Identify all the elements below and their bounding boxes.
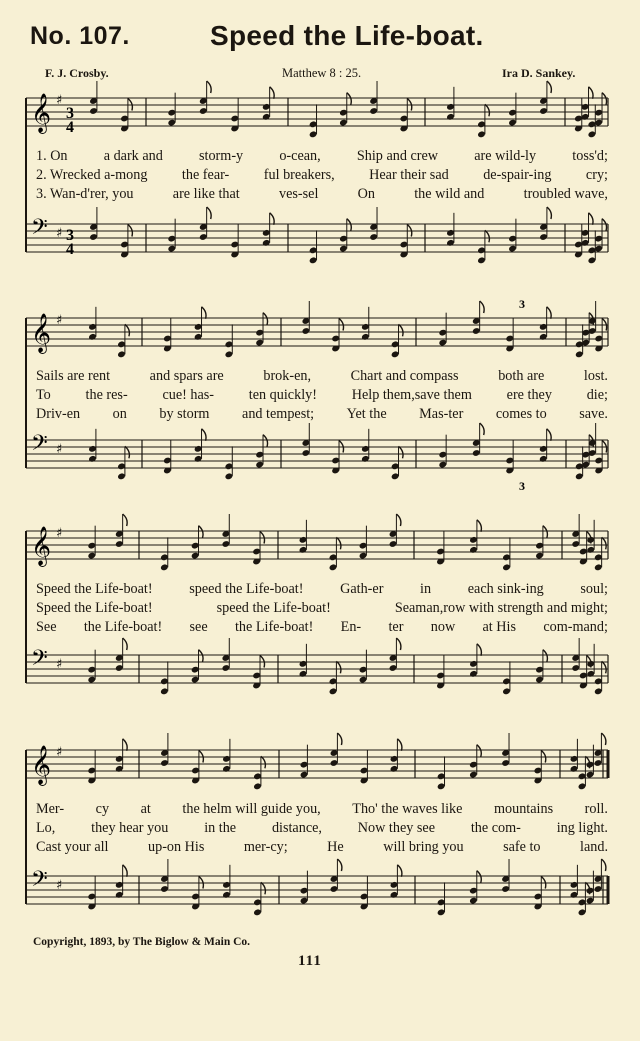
lyric-fragment: Hear their sad bbox=[369, 167, 449, 183]
lyric-fragment: On bbox=[357, 186, 375, 202]
lyric-fragment: de-spair-ing bbox=[483, 167, 552, 183]
note-flag bbox=[399, 446, 404, 458]
time-signature-bottom: 4 bbox=[66, 119, 74, 136]
note-flag bbox=[397, 739, 402, 751]
note-flag bbox=[543, 650, 548, 662]
lyric-fragment: See bbox=[36, 619, 57, 635]
sharp-icon: ♯ bbox=[56, 657, 63, 672]
notes bbox=[87, 81, 606, 916]
note-flag bbox=[543, 526, 548, 538]
lyric-fragment: cry; bbox=[585, 167, 608, 183]
lyric-fragment: in bbox=[420, 581, 432, 597]
treble-clef-icon: 𝄞 bbox=[31, 93, 52, 133]
lyric-fragment: Mer- bbox=[36, 801, 65, 817]
lyric-fragment: land. bbox=[580, 839, 608, 855]
note-flag bbox=[202, 307, 207, 319]
lyric-fragment: Now they see bbox=[357, 820, 436, 836]
sharp-icon: ♯ bbox=[56, 226, 63, 241]
note-flag bbox=[263, 435, 268, 447]
lyric-fragment: on bbox=[112, 406, 127, 422]
lyric-line bbox=[36, 166, 608, 185]
lyric-fragment: will bring you bbox=[383, 839, 464, 855]
note-flag bbox=[589, 213, 594, 225]
lyric-fragment: safe to bbox=[503, 839, 541, 855]
lyric-fragment: comes to bbox=[495, 406, 547, 422]
lyric-fragment: To bbox=[36, 387, 51, 403]
lyric-line bbox=[36, 800, 608, 819]
lyric-fragment: Speed the Life-boat! bbox=[36, 600, 153, 616]
note-flag bbox=[602, 219, 607, 231]
lyric-fragment: mountains bbox=[493, 801, 554, 817]
note-flag bbox=[347, 93, 352, 105]
lyric-line bbox=[36, 618, 608, 637]
lyric-line bbox=[36, 405, 608, 424]
note-flag bbox=[270, 213, 275, 225]
lyric-line bbox=[36, 147, 608, 166]
note-flag bbox=[547, 429, 552, 441]
scripture-reference: Matthew 8 : 25. bbox=[282, 66, 362, 80]
lyric-fragment: ves-sel bbox=[278, 186, 319, 202]
sharp-icon: ♯ bbox=[56, 526, 63, 541]
lyric-fragment: speed the Life-boat! bbox=[216, 600, 331, 616]
lyric-fragment: the Life-boat! bbox=[83, 619, 163, 635]
note-flag bbox=[123, 514, 127, 526]
lyric-fragment: He bbox=[327, 839, 344, 855]
note-flag bbox=[123, 865, 127, 877]
lyric-fragment: storm-y bbox=[199, 148, 244, 164]
note-flag bbox=[601, 733, 606, 745]
lyric-fragment: soul; bbox=[580, 581, 608, 597]
lyric-line bbox=[36, 386, 608, 405]
lyric-fragment: Driv-en bbox=[36, 406, 81, 422]
note-flag bbox=[336, 661, 341, 673]
note-flag bbox=[270, 87, 275, 99]
lyrics-system-2 bbox=[36, 367, 608, 424]
lyric-fragment: ing light. bbox=[556, 820, 608, 836]
triplet-mark: 3 bbox=[519, 479, 525, 493]
lyric-fragment: the wild and bbox=[414, 186, 485, 202]
lyric-fragment: cue! has- bbox=[162, 387, 215, 403]
lyric-fragment: Sails are rent bbox=[36, 368, 111, 384]
lyric-fragment: up-on His bbox=[148, 839, 205, 855]
lyric-fragment: the res- bbox=[85, 387, 128, 403]
note-flag bbox=[477, 871, 482, 883]
note-flag bbox=[547, 307, 552, 319]
note-flag bbox=[602, 93, 607, 105]
lyric-fragment: lost. bbox=[583, 368, 608, 384]
note-flag bbox=[485, 230, 490, 242]
note-flag bbox=[207, 207, 212, 219]
lyric-fragment: each sink-ing bbox=[467, 581, 544, 597]
lyric-fragment: 2. Wrecked a-mong bbox=[36, 167, 148, 183]
lyric-line bbox=[36, 185, 608, 204]
bass-time-signature-bottom: 4 bbox=[66, 241, 74, 258]
lyric-fragment: Chart and compass bbox=[350, 368, 459, 384]
note-flag bbox=[347, 219, 352, 231]
lyric-line bbox=[36, 838, 608, 857]
lyric-line bbox=[36, 599, 608, 618]
staff-lines bbox=[26, 98, 608, 904]
lyric-fragment: see bbox=[189, 619, 208, 635]
lyric-fragment: Lo, bbox=[36, 820, 56, 836]
lyrics-system-4 bbox=[36, 800, 608, 857]
note-flag bbox=[589, 87, 594, 99]
note-flag bbox=[477, 520, 482, 532]
lyric-fragment: Mas-ter bbox=[419, 406, 464, 422]
bass-clef-icon: 𝄢 bbox=[31, 215, 48, 245]
composer-credit: Ira D. Sankey. bbox=[502, 66, 576, 80]
note-flag bbox=[485, 104, 490, 116]
lyric-fragment: Cast your all bbox=[36, 839, 109, 855]
copyright-notice: Copyright, 1893, by The Biglow & Main Co. bbox=[33, 936, 251, 948]
note-flag bbox=[477, 644, 482, 656]
hymn-number: No. 107. bbox=[30, 22, 130, 50]
sharp-icon: ♯ bbox=[56, 442, 63, 457]
lyric-fragment: save. bbox=[579, 406, 608, 422]
lyric-fragment: the com- bbox=[470, 820, 521, 836]
note-flag bbox=[547, 81, 552, 93]
lyric-fragment: and spars are bbox=[149, 368, 224, 384]
lyric-fragment: 3. Wan-d'rer, you bbox=[36, 186, 134, 202]
note-flag bbox=[397, 865, 402, 877]
page-number: 111 bbox=[298, 953, 322, 969]
note-flag bbox=[202, 429, 207, 441]
lyrics-system-1 bbox=[36, 147, 608, 204]
lyric-fragment: mer-cy; bbox=[243, 839, 288, 855]
lyric-fragment: speed the Life-boat! bbox=[189, 581, 304, 597]
lyric-fragment: Ship and crew bbox=[356, 148, 439, 164]
lyric-fragment: ful breakers, bbox=[263, 167, 335, 183]
note-flag bbox=[602, 661, 607, 673]
lyric-line bbox=[36, 819, 608, 838]
note-flag bbox=[396, 638, 401, 650]
lyric-fragment: Speed the Life-boat! bbox=[36, 581, 153, 597]
time-signature-top: 3 bbox=[66, 105, 74, 122]
note-flag bbox=[337, 733, 342, 745]
lyric-fragment: ten quickly! bbox=[248, 387, 317, 403]
lyric-fragment: are like that bbox=[172, 186, 240, 202]
note-flag bbox=[125, 324, 129, 336]
lyric-fragment: distance, bbox=[271, 820, 322, 836]
note-flag bbox=[336, 537, 341, 549]
lyric-fragment: in the bbox=[204, 820, 237, 836]
sharp-icon: ♯ bbox=[56, 745, 63, 760]
bass-time-signature-top: 3 bbox=[66, 227, 74, 244]
bass-clef-icon: 𝄢 bbox=[31, 431, 48, 461]
sharp-icon: ♯ bbox=[56, 878, 63, 893]
note-flag bbox=[396, 514, 401, 526]
note-flag bbox=[263, 313, 268, 325]
bass-clef-icon: 𝄢 bbox=[31, 646, 48, 676]
lyric-fragment: and tempest; bbox=[242, 406, 315, 422]
clefs bbox=[31, 93, 65, 897]
note-flag bbox=[261, 882, 266, 894]
bass-clef-icon: 𝄢 bbox=[31, 867, 48, 897]
lyric-fragment: the helm will guide you, bbox=[182, 801, 321, 817]
lyric-fragment: troubled wave, bbox=[523, 186, 608, 202]
lyric-fragment: are wild-ly bbox=[474, 148, 537, 164]
lyric-fragment: brok-en, bbox=[263, 368, 312, 384]
lyric-fragment: ter bbox=[388, 619, 404, 635]
lyric-fragment: now bbox=[430, 619, 456, 635]
lyric-fragment: Tho' the waves like bbox=[352, 801, 463, 817]
note-flag bbox=[207, 81, 212, 93]
lyric-line bbox=[36, 580, 608, 599]
note-flag bbox=[337, 859, 342, 871]
lyric-fragment: Help them,save them bbox=[351, 387, 472, 403]
sharp-icon: ♯ bbox=[56, 313, 63, 328]
barlines bbox=[26, 98, 608, 904]
note-flag bbox=[123, 638, 127, 650]
note-flag bbox=[480, 301, 485, 313]
lyric-fragment: at His bbox=[482, 619, 516, 635]
lyric-fragment: roll. bbox=[584, 801, 608, 817]
lyric-fragment: 1. On bbox=[36, 148, 68, 164]
lyric-fragment: Gath-er bbox=[340, 581, 384, 597]
lyric-fragment: both are bbox=[498, 368, 545, 384]
treble-clef-icon: 𝄞 bbox=[31, 526, 52, 566]
lyric-fragment: En- bbox=[340, 619, 362, 635]
lyric-fragment: the Life-boat! bbox=[234, 619, 314, 635]
note-flag bbox=[477, 745, 482, 757]
treble-clef-icon: 𝄞 bbox=[31, 313, 52, 353]
triplet-mark: 3 bbox=[519, 297, 525, 311]
hymn-title: Speed the Life-boat. bbox=[210, 20, 484, 51]
lyric-fragment: die; bbox=[586, 387, 608, 403]
lyric-fragment: the fear- bbox=[181, 167, 230, 183]
note-flag bbox=[125, 446, 129, 458]
note-flag bbox=[199, 650, 204, 662]
note-flag bbox=[123, 739, 127, 751]
lyric-fragment: ere they bbox=[506, 387, 552, 403]
lyric-fragment: at bbox=[140, 801, 151, 817]
lyric-fragment: o-cean, bbox=[279, 148, 321, 164]
lyric-fragment: they hear you bbox=[91, 820, 169, 836]
lyric-fragment: com-mand; bbox=[543, 619, 608, 635]
lyric-fragment: Yet the bbox=[346, 406, 387, 422]
lyric-fragment: by storm bbox=[159, 406, 210, 422]
note-flag bbox=[480, 423, 485, 435]
note-flag bbox=[199, 526, 204, 538]
note-flag bbox=[261, 756, 266, 768]
note-flag bbox=[601, 859, 606, 871]
lyric-fragment: a dark and bbox=[103, 148, 163, 164]
note-flag bbox=[547, 207, 552, 219]
lyric-fragment: cy bbox=[95, 801, 110, 817]
note-flag bbox=[399, 324, 404, 336]
sharp-icon: ♯ bbox=[56, 93, 63, 108]
treble-clef-icon: 𝄞 bbox=[31, 745, 52, 785]
lyrics-system-3 bbox=[36, 580, 608, 637]
lyric-fragment: toss'd; bbox=[572, 148, 608, 164]
lyric-fragment: Seaman,row with strength and might; bbox=[394, 600, 608, 616]
lyric-line bbox=[36, 367, 608, 386]
lyricist-credit: F. J. Crosby. bbox=[45, 66, 109, 80]
note-flag bbox=[602, 537, 607, 549]
